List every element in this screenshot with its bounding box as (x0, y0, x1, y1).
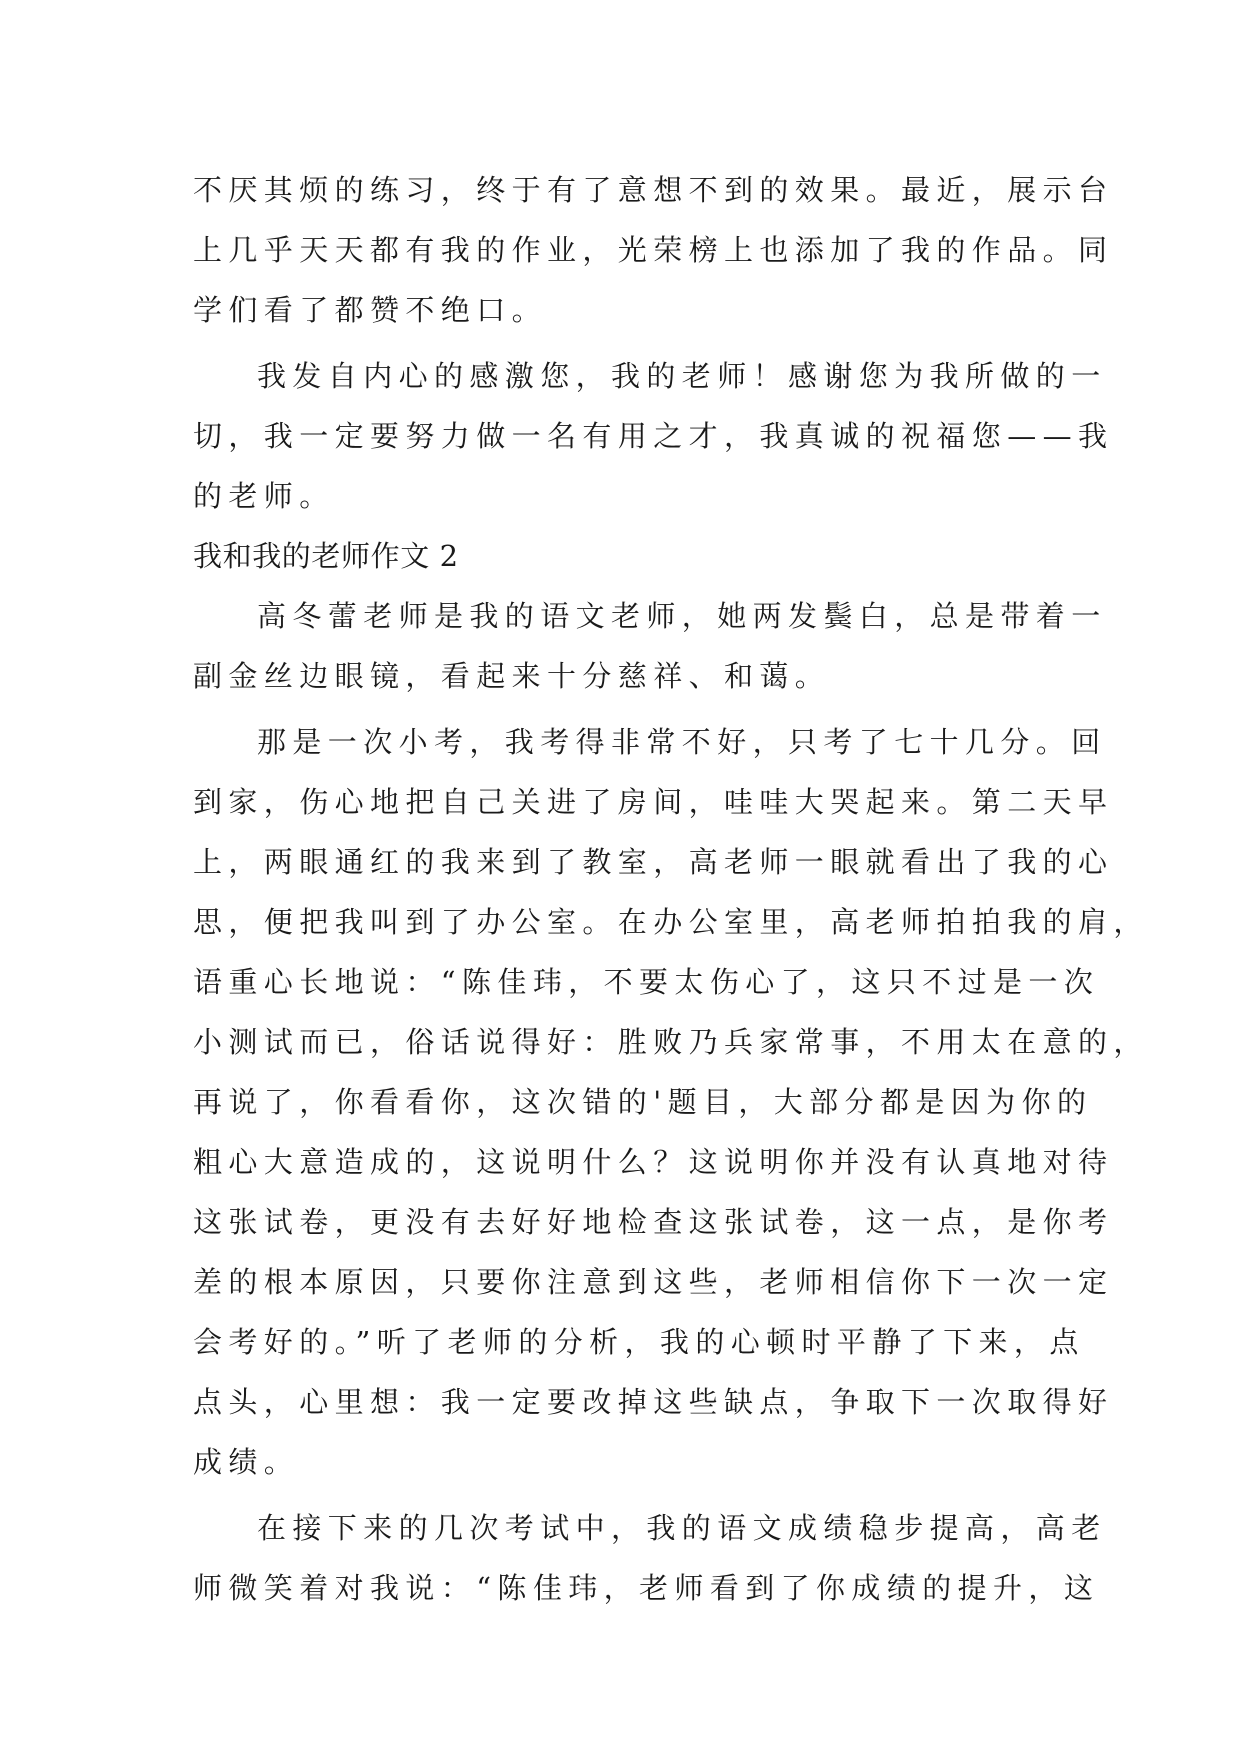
paragraph (193, 346, 1114, 526)
paragraph (193, 1498, 1107, 1618)
text-line: 再说了，你看看你，这次错的'题目，大部分都是因为你的 (193, 1085, 1093, 1119)
text-line: 思，便把我叫到了办公室。在办公室里，高老师拍拍我的肩， (193, 905, 1149, 939)
text-line: 师微笑着对我说：“陈佳玮，老师看到了你成绩的提升，这 (193, 1571, 1100, 1605)
paragraph (193, 160, 1114, 340)
text-line: 我发自内心的感激您，我的老师！感谢您为我所做的一 (257, 359, 1107, 393)
document-body (193, 160, 1149, 1618)
text-line: 上几乎天天都有我的作业，光荣榜上也添加了我的作品。同 (193, 233, 1114, 267)
text-line: 成绩。 (193, 1445, 300, 1479)
text-line: 到家，伤心地把自己关进了房间，哇哇大哭起来。第二天早 (193, 785, 1114, 819)
paragraph (193, 586, 1107, 706)
text-line: 学们看了都赞不绝口。 (193, 293, 548, 327)
section-heading (193, 526, 1051, 586)
text-line: 的老师。 (193, 479, 335, 513)
text-line: 在接下来的几次考试中，我的语文成绩稳步提高，高老 (257, 1511, 1107, 1545)
text-line: 差的根本原因，只要你注意到这些，老师相信你下一次一定 (193, 1265, 1114, 1299)
text-line: 切，我一定要努力做一名有用之才，我真诚的祝福您——我 (193, 419, 1114, 453)
text-line: 副金丝边眼镜，看起来十分慈祥、和蔼。 (193, 659, 831, 693)
paragraph (193, 712, 1149, 1492)
text-line: 会考好的。”听了老师的分析，我的心顿时平静了下来，点 (193, 1325, 1085, 1359)
text-line: 这张试卷，更没有去好好地检查这张试卷，这一点，是你考 (193, 1205, 1114, 1239)
text-line: 粗心大意造成的，这说明什么？这说明你并没有认真地对待 (193, 1145, 1114, 1179)
text-line: 小测试而已，俗话说得好：胜败乃兵家常事，不用太在意的， (193, 1025, 1149, 1059)
text-line: 语重心长地说：“陈佳玮，不要太伤心了，这只不过是一次 (193, 965, 1100, 999)
text-line: 不厌其烦的练习，终于有了意想不到的效果。最近，展示台 (193, 173, 1114, 207)
text-line: 点头，心里想：我一定要改掉这些缺点，争取下一次取得好 (193, 1385, 1114, 1419)
heading-line: 我和我的老师作文 2 (193, 539, 459, 573)
text-line: 上，两眼通红的我来到了教室，高老师一眼就看出了我的心 (193, 845, 1114, 879)
text-line: 高冬蕾老师是我的语文老师，她两发鬓白，总是带着一 (257, 599, 1107, 633)
text-line: 那是一次小考，我考得非常不好，只考了七十几分。回 (257, 725, 1107, 759)
